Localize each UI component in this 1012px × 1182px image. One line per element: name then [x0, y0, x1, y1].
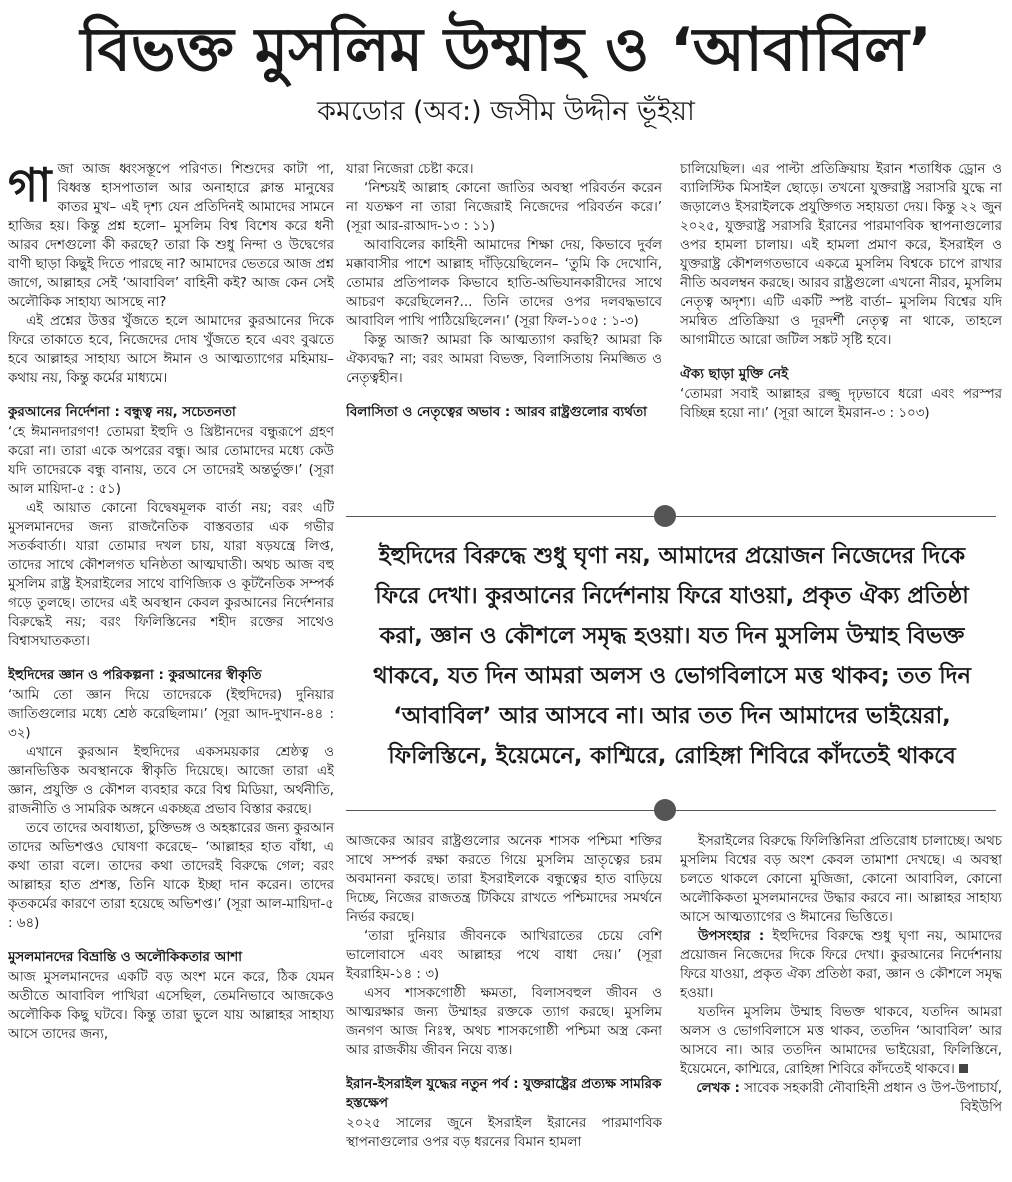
- paragraph: কিন্তু আজ? আমরা কি আত্মত্যাগ করছি? আমরা কি ঐক্যবদ্ধ? না; বরং আমরা বিভক্ত, বিলাসিতায় নিমজ্জিত ও নেতৃত্বহীন।: [346, 333, 662, 386]
- quote: ‘তারা দুনিয়ার জীবনকে আখিরাতের চেয়ে বেশি ভালোবাসে এবং আল্লাহর পথে বাধা দেয়।’ (সূরা ইবরাহিম-১৪ : ৩): [346, 929, 662, 982]
- paragraph: এখানে কুরআন ইহুদিদের একসময়কার শ্রেষ্ঠত্ব ও জ্ঞানভিত্তিক অবস্থানকে স্বীকৃতি দিয়েছে। আজো তারা এই জ্ঞান, প্রযুক্তি ও কৌশল ব্যবহার করে বিশ্ব মিডিয়া, অর্থনীতি, রাজনীতি ও সামরিক অঙ্গনে একচ্ছত্র প্রভাব বিস্তার করছে।: [8, 745, 334, 817]
- paragraph: এসব শাসকগোষ্ঠী ক্ষমতা, বিলাসবহুল জীবন ও আত্মরক্ষার জন্য উম্মাহর রক্তকে ত্যাগ করছে। মুসলিম জনগণ আজ নিঃস্ব, অথচ শাসকগোষ্ঠী পশ্চিমা অস্ত্র কেনা আর রাজকীয় জীবন নিয়ে ব্যস্ত।: [346, 986, 662, 1058]
- article-title: বিভক্ত মুসলিম উম্মাহ ও ‘আবাবিল’: [80, 15, 932, 85]
- pull-quote: ইহুদিদের বিরুদ্ধে শুধু ঘৃণা নয়, আমাদের প্রয়োজন নিজেদের দিকে ফিরে দেখা। কুরআনের নির্দেশনায় ফিরে যাওয়া, প্রকৃত ঐক্য প্রতিষ্ঠা করা, জ্ঞান ও কৌশলে সমৃদ্ধ হওয়া। যত দিন মুসলিম উম্মাহ বিভক্ত থাকবে, যত দিন আমরা অলস ও ভোগবিলাসে মত্ত থাকব; তত দিন ‘আবাবিল’ আর আসবে না। আর তত দিন আমাদের ভাইয়েরা, ফিলিস্তিনে, ইয়েমেনে, কাশ্মিরে, রোহিঙ্গা শিবিরে কাঁদতেই থাকবে: [373, 543, 971, 769]
- column-1: [8, 160, 334, 1175]
- section-heading: মুসলমানদের বিভ্রান্তি ও অলৌকিকতার আশা: [8, 950, 242, 965]
- divider-top: [346, 516, 654, 517]
- paragraph: আবাবিলের কাহিনী আমাদের শিক্ষা দেয়, কিভাবে দুর্বল মক্কাবাসীর পাশে আল্লাহ দাঁড়িয়েছিলেন– ‘তুমি কি দেখোনি, তোমার প্রতিপালক কিভাবে হাতি-অভিযানকারীদের সাথে আচরণ করেছিলেন?... তিনি তাদের ওপর দলবদ্ধভাবে আবাবিল পাখি পাঠিয়েছিলেন।’ (সূরা ফিল-১০৫ : ১-৩): [346, 238, 662, 329]
- column-3-bottom: [680, 832, 1002, 1177]
- quote: ‘হে ঈমানদারগণ! তোমরা ইহুদি ও খ্রিষ্টানদের বন্ধুরূপে গ্রহণ করো না। তারা একে অপরের বন্ধু। আর তোমাদের মধ্যে কেউ যদি তাদেরকে বন্ধু বানায়, তবে সে তাদেরই অন্তর্ভুক্ত।’ (সূরা আল মায়িদা-৫ : ৫১): [8, 425, 334, 497]
- divider-bottom: [346, 810, 654, 811]
- end-mark-icon: [959, 1064, 968, 1073]
- divider-dot-bottom: [654, 799, 676, 821]
- article-byline: কমডোর (অব:) জসীম উদ্দীন ভূঁইয়া: [317, 96, 695, 127]
- paragraph: গাজা আজ ধ্বংসস্তূপে পরিণত। শিশুদের কাটা পা, বিধ্বস্ত হাসপাতাল আর অনাহারে ক্লান্ত মানুষের কাতর মুখ– এই দৃশ্য যেন প্রতিদিনই আমাদের সামনে হাজির হয়। কিন্তু প্রশ্ন হলো– মুসলিম বিশ্ব বিশেষ করে ধনী আরব দেশগুলো কী করছে? তারা কি শুধু নিন্দা ও উদ্বেগের বাণী ছাড়া কিছুই দিতে পারছে না? আমাদের ভেতরে আজ প্রশ্ন জাগে, আল্লাহর সেই ‘আবাবিল’ বাহিনী কই? আজ কেন সেই অলৌকিক সাহায্য আসছে না?: [8, 160, 334, 310]
- section-heading: বিলাসিতা ও নেতৃত্বের অভাব : আরব রাষ্ট্রগুলোর ব্যর্থতা: [346, 405, 647, 420]
- divider-top-right: [676, 516, 996, 517]
- paragraph: আজকের আরব রাষ্ট্রগুলোর অনেক শাসক পশ্চিমা শক্তির সাথে সম্পর্ক রক্ষা করতে গিয়ে মুসলিম ভ্রাতৃত্বের চরম অবমাননা করছে। তারা ইসরাইলকে বন্ধুত্বের হাত বাড়িয়ে দিচ্ছে, নিজের রাজতন্ত্র টিকিয়ে রাখতে পশ্চিমাদের সমর্থনে নির্ভর করছে।: [346, 834, 662, 925]
- section-heading: কুরআনের নির্দেশনা : বন্ধুত্ব নয়, সচেতনতা: [8, 405, 236, 420]
- section-heading: ঐক্য ছাড়া মুক্তি নেই: [680, 367, 789, 382]
- column-2-bottom: [346, 832, 662, 1177]
- section-heading: ইহুদিদের জ্ঞান ও পরিকল্পনা : কুরআনের স্বীকৃতি: [8, 668, 262, 683]
- section-heading: ইরান-ইসরাইল যুদ্ধের নতুন পর্ব : যুক্তরাষ্ট্রের প্রত্যক্ষ সামরিক হস্তক্ষেপ: [346, 1077, 662, 1111]
- divider-dot-top: [654, 505, 676, 527]
- paragraph: ইসরাইলের বিরুদ্ধে ফিলিস্তিনিরা প্রতিরোধ চালাচ্ছে। অথচ মুসলিম বিশ্বের বড় অংশ কেবল তামাশা দেখছে। এ অবস্থা চলতে থাকলে কোনো মুজিজা, কোনো আবাবিল, কোনো অলৌকিকতা মুসলমানদের উদ্ধার করবে না। আল্লাহর সাহায্য আসে আত্মত্যাগের ও ঈমানের ভিত্তিতে।: [680, 834, 1002, 925]
- divider-bottom-right: [676, 810, 996, 811]
- conclusion-label: উপসংহার :: [698, 929, 765, 944]
- paragraph: আজ মুসলমানদের একটি বড় অংশ মনে করে, ঠিক যেমন অতীতে আবাবিল পাখিরা এসেছিল, তেমনিভাবে আজকেও অলৌকিক কিছু ঘটবে। কিন্তু তারা ভুলে যায় আল্লাহর সাহায্য আসে তাদের জন্য,: [8, 970, 334, 1042]
- quote: ‘নিশ্চয়ই আল্লাহ কোনো জাতির অবস্থা পরিবর্তন করেন না যতক্ষণ না তারা নিজেরাই নিজেদের পরিবর্তন করে।’ (সূরা আর-রাআদ-১৩ : ১১): [346, 181, 662, 234]
- paragraph: যারা নিজেরা চেষ্টা করে।: [346, 162, 474, 177]
- paragraph: এই প্রশ্নের উত্তর খুঁজতে হলে আমাদের কুরআনের দিকে ফিরে তাকাতে হবে, নিজেদের দোষ খুঁজতে হবে এবং বুঝতে হবে আল্লাহর সাহায্য আসে ঈমান ও আত্মত্যাগের মহিমায়– কথায় নয়, কিন্তু কর্মের মাধ্যমে।: [8, 314, 334, 386]
- conclusion-paragraph: উপসংহার : ইহুদিদের বিরুদ্ধে শুধু ঘৃণা নয়, আমাদের প্রয়োজন নিজেদের দিকে ফিরে দেখা। কুরআনের নির্দেশনায় ফিরে যাওয়া, প্রকৃত ঐক্য প্রতিষ্ঠা করা, জ্ঞান ও কৌশলে সমৃদ্ধ হওয়া।: [680, 929, 1002, 1001]
- quote: ‘তোমরা সবাই আল্লাহর রজ্জু দৃঢ়ভাবে ধরো এবং পরস্পর বিচ্ছিন্ন হয়ো না।’ (সূরা আলে ইমরান-৩ : ১০৩): [680, 387, 1002, 421]
- paragraph: তবে তাদের অবাধ্যতা, চুক্তিভঙ্গ ও অহঙ্কারের জন্য কুরআন তাদের অভিশপ্তও ঘোষণা করেছে– ‘আল্লাহর হাত বাঁধা, এ কথা তারা বলে। তাদের কথা তাদেরই বিরুদ্ধে গেল; বরং আল্লাহর হাত প্রশস্ত, তিনি যাকে ইচ্ছা দান করেন। তাদের কৃতকর্মের কারণে তারা হয়েছে অভিশপ্ত।’ (সূরা আল-মায়িদা-৫ : ৬৪): [8, 821, 334, 931]
- author-label: লেখক :: [696, 1081, 740, 1096]
- paragraph: এই আয়াত কোনো বিদ্বেষমূলক বার্তা নয়; বরং এটি মুসলমানদের জন্য রাজনৈতিক বাস্তবতার এক গভীর সতর্কবার্তা। যারা তোমার দখল চায়, যারা ষড়যন্ত্রে লিপ্ত, তাদের সাথে কৌশলগত ঘনিষ্ঠতা আত্মঘাতী। অথচ আজ বহু মুসলিম রাষ্ট্র ইসরাইলের সাথে বাণিজ্যিক ও কূটনৈতিক সম্পর্ক গড়ে তুলছে। তাদের এই অবস্থান কেবল কুরআনের নির্দেশনার বিরুদ্ধেই নয়; বরং ফিলিস্তিনের শহীদ রক্তের সাথেও বিশ্বাসঘাতকতা।: [8, 501, 334, 649]
- drop-cap: গা: [8, 160, 52, 212]
- paragraph: যতদিন মুসলিম উম্মাহ বিভক্ত থাকবে, যতদিন আমরা অলস ও ভোগবিলাসে মত্ত থাকব, ততদিন ‘আবাবিল’ আর আসবে না। আর ততদিন আমাদের ভাইয়েরা, ফিলিস্তিনে, ইয়েমেনে, কাশ্মিরে, রোহিঙ্গা শিবিরে কাঁদতেই থাকবে।: [680, 1005, 1002, 1077]
- paragraph: চালিয়েছিল। এর পাল্টা প্রতিক্রিয়ায় ইরান শতাধিক ড্রোন ও ব্যালিস্টিক মিসাইল ছোড়ে। তখনো যুক্তরাষ্ট্র সরাসরি যুদ্ধে না জড়ালেও ইসরাইলকে প্রযুক্তিগত সহায়তা দেয়। কিন্তু ২২ জুন ২০২৫, যুক্তরাষ্ট্র সরাসরি ইরানের পারমাণবিক স্থাপনাগুলোর ওপর হামলা চালায়। এই হামলা প্রমাণ করে, ইসরাইল ও যুক্তরাষ্ট্র কৌশলগতভাবে একত্রে মুসলিম বিশ্বকে চাপে রাখার নীতি অবলম্বন করছে। আরব রাষ্ট্রগুলো এখনো নীরব, মুসলিম নেতৃত্ব অদৃশ্য। এটি একটি স্পষ্ট বার্তা– মুসলিম বিশ্বের যদি সমন্বিত প্রতিক্রিয়া ও দূরদর্শী নেতৃত্ব না থাকে, তাহলে আগামীতে আরো জটিল সঙ্কট সৃষ্টি হবে।: [680, 162, 1002, 348]
- column-3-top: [680, 160, 1002, 490]
- quote: ‘আমি তো জ্ঞান দিয়ে তাদেরকে (ইহুদিদের) দুনিয়ার জাতিগুলোর মধ্যে শ্রেষ্ঠ করেছিলাম।’ (সূরা আদ-দুখান-৪৪ : ৩২): [8, 688, 334, 741]
- author-note: লেখক : সাবেক সহকারী নৌবাহিনী প্রধান ও উপ-উপাচার্য, বিইউপি: [696, 1081, 1002, 1115]
- paragraph: ২০২৫ সালের জুনে ইসরাইল ইরানের পারমাণবিক স্থাপনাগুলোর ওপর বড় ধরনের বিমান হামলা: [346, 1116, 662, 1150]
- column-2-top: [346, 160, 662, 490]
